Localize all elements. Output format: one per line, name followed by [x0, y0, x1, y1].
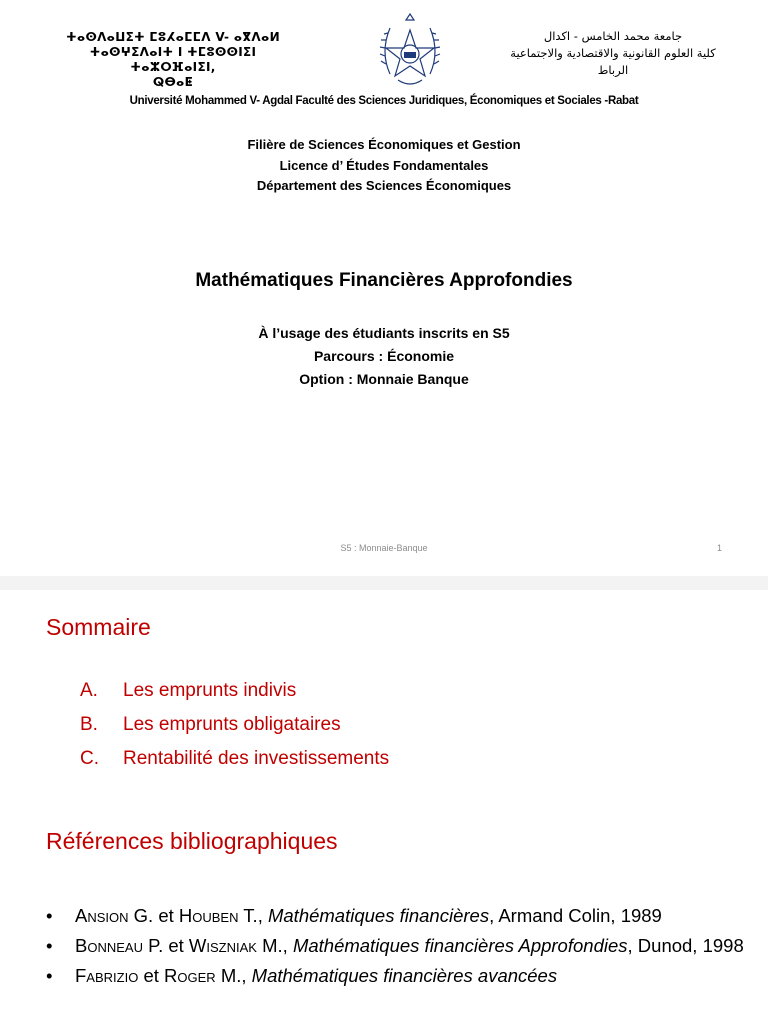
- bullet: •: [46, 965, 53, 986]
- tifinagh-line: ⵕⴱⴰⵟ: [152, 75, 194, 89]
- university-emblem-icon: [376, 12, 444, 92]
- reference-item: • Ansion G. et Houben T., Mathématiques financières, Armand Colin, 1989: [46, 905, 662, 926]
- item-letter: C.: [80, 748, 99, 769]
- book-title: Mathématiques financières avancées: [251, 965, 558, 986]
- author-name: Fabrizio: [75, 965, 139, 986]
- program-line: Filière de Sciences Économiques et Gestion: [247, 137, 521, 152]
- page-number: 1: [716, 543, 722, 553]
- list-item: [80, 748, 389, 782]
- bullet: •: [46, 905, 53, 926]
- author-name: Bonneau: [75, 935, 143, 956]
- item-text: Les emprunts indivis: [123, 680, 297, 701]
- book-title: Mathématiques financières: [267, 905, 490, 926]
- program-info: [0, 135, 768, 197]
- slide-footer: S5 : Monnaie-Banque: [340, 543, 428, 553]
- reference-item: • Bonneau P. et Wiszniak M., Mathématiques financières Approfondies, Dunod, 1998: [46, 935, 744, 956]
- summary-slide: [0, 590, 768, 1024]
- arabic-line: كلية العلوم القانونية والاقتصادية والاجتماعية: [510, 46, 716, 60]
- item-text: Rentabilité des investissements: [123, 748, 390, 769]
- references-heading: Références bibliographiques: [46, 828, 338, 854]
- summary-list: [80, 680, 389, 782]
- course-detail-line: Option : Monnaie Banque: [299, 371, 469, 387]
- author-name: Houben: [178, 905, 239, 926]
- course-detail-line: À l’usage des étudiants inscrits en S5: [258, 325, 510, 341]
- university-name: Université Mohammed V- Agdal Faculté des Sciences Juridiques, Économiques et Sociales -Rabat: [129, 95, 639, 107]
- arabic-header: [498, 28, 728, 79]
- author-name: Ansion: [75, 905, 129, 926]
- item-text: Les emprunts obligataires: [123, 714, 341, 735]
- program-line: Département des Sciences Économiques: [256, 178, 512, 193]
- course-title: Mathématiques Financières Approfondies: [195, 270, 573, 291]
- course-details: [0, 322, 768, 391]
- program-line: Licence d’ Études Fondamentales: [279, 157, 489, 173]
- tifinagh-header: [58, 30, 288, 90]
- item-letter: A.: [80, 680, 98, 701]
- arabic-line: الرباط: [597, 63, 629, 77]
- list-item: [80, 680, 389, 714]
- bullet: •: [46, 935, 53, 956]
- summary-heading: Sommaire: [46, 614, 151, 640]
- arabic-line: جامعة محمد الخامس - اكدال: [543, 29, 683, 43]
- author-name: Roger: [164, 965, 216, 986]
- item-letter: B.: [80, 714, 98, 735]
- book-title: Mathématiques financières Approfondies: [292, 935, 628, 956]
- list-item: [80, 714, 389, 748]
- author-name: Wiszniak: [188, 935, 257, 956]
- references-list: [46, 904, 746, 994]
- slide-separator: [0, 576, 768, 590]
- reference-item: • Fabrizio et Roger M., Mathématiques financières avancées: [46, 965, 558, 986]
- tifinagh-line: ⵜⴰⵙⵖⵉⴷⴰⵏⵜ ⵏ ⵜⵎⵓⵙⵙⵏⵉⵏ ⵜⴰⵣⵔⴼⴰⵏⵉⵏ,: [89, 45, 257, 74]
- tifinagh-line: ⵜⴰⵙⴷⴰⵡⵉⵜ ⵎⵓⵃⴰⵎⵎⴷ V- ⴰⴳⴷⴰⵍ: [66, 30, 280, 44]
- course-detail-line: Parcours : Économie: [313, 348, 455, 364]
